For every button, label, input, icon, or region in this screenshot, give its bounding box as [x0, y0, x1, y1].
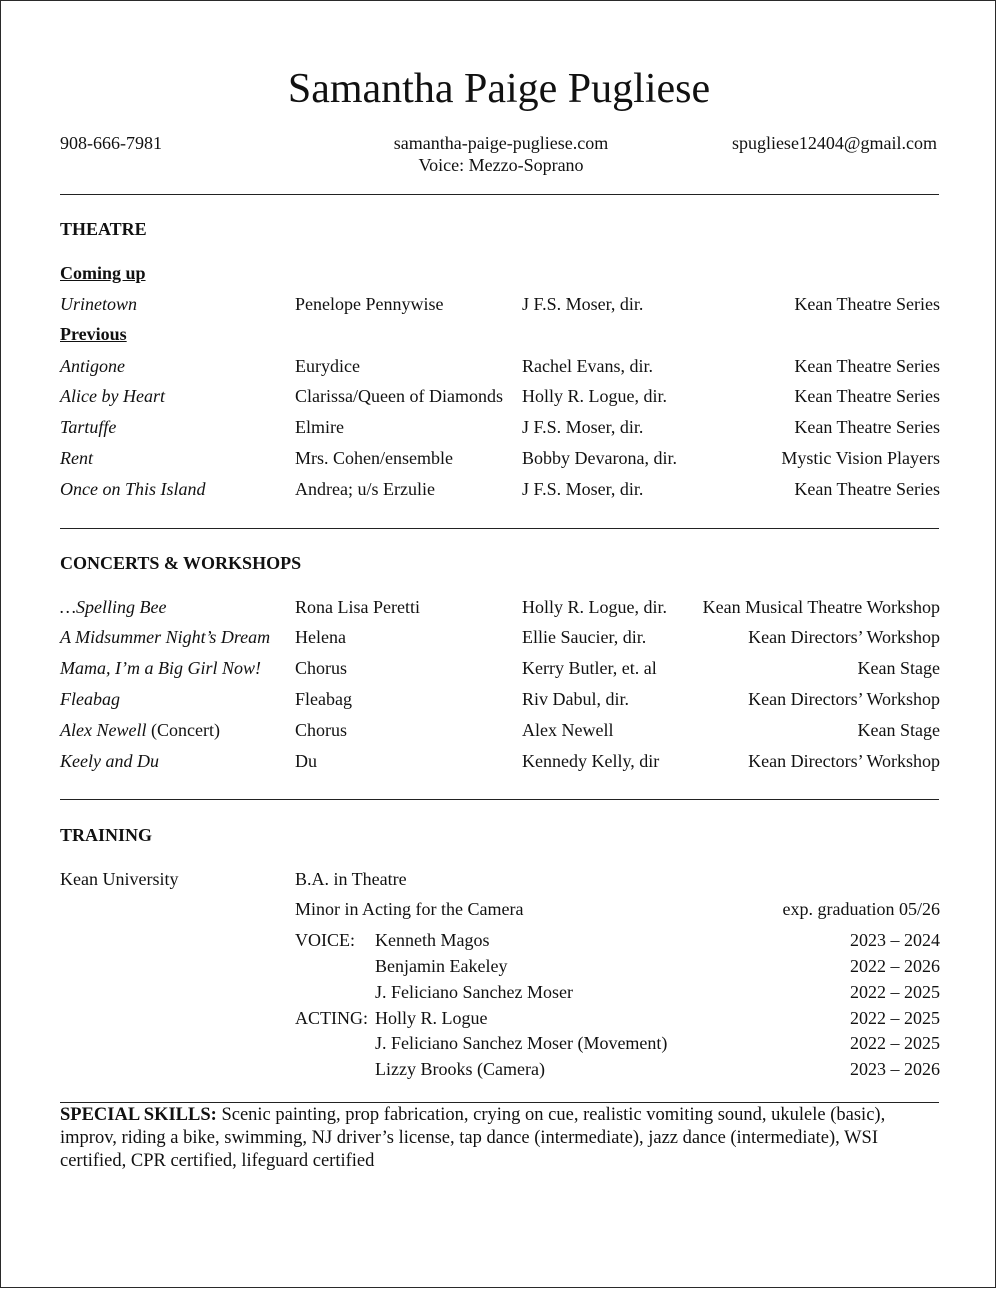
concerts-heading: CONCERTS & WORKSHOPS [60, 553, 302, 573]
director: Alex Newell [522, 720, 614, 740]
show-title: Fleabag [60, 689, 120, 709]
company: Kean Stage [857, 720, 940, 740]
show-title: …Spelling Bee [60, 597, 167, 617]
credit-row [60, 595, 940, 619]
teacher: Benjamin Eakeley [375, 956, 508, 976]
director: J F.S. Moser, dir. [522, 479, 644, 499]
show-title [60, 718, 220, 742]
show-title: A Midsummer Night’s Dream [60, 627, 271, 647]
director: Ellie Saucier, dir. [522, 627, 647, 647]
role: Fleabag [295, 689, 352, 709]
director: Riv Dabul, dir. [522, 689, 629, 709]
role: Eurydice [295, 356, 360, 376]
company: Kean Theatre Series [794, 386, 940, 406]
show-title: Once on This Island [60, 479, 206, 499]
company: Kean Theatre Series [794, 417, 940, 437]
credit-row [60, 292, 940, 316]
training-heading: TRAINING [60, 825, 153, 845]
director: Kennedy Kelly, dir [522, 751, 660, 771]
years: 2023 – 2026 [850, 1059, 940, 1079]
company: Kean Directors’ Workshop [748, 689, 940, 709]
teacher: J. Feliciano Sanchez Moser (Movement) [375, 1033, 668, 1053]
previous-label: Previous [60, 324, 127, 344]
show-title: Antigone [60, 356, 125, 376]
director: Bobby Devarona, dir. [522, 448, 677, 468]
voice-label: VOICE: [295, 930, 355, 950]
credit-row [60, 687, 940, 711]
company: Kean Directors’ Workshop [748, 751, 940, 771]
skills-label: SPECIAL SKILLS: [60, 1105, 217, 1125]
company: Kean Stage [857, 658, 940, 678]
company: Kean Theatre Series [794, 294, 940, 314]
skills-text: Scenic painting, prop fabrication, crying on cue, realistic vomiting sound, ukulele (basic), improv, riding a bike, swimming, NJ driver’s license, tap dance (intermediate), jazz dance (intermediate), WSI certified, CPR certified, lifeguard certified [60, 1105, 886, 1171]
divider [60, 194, 939, 195]
director: Holly R. Logue, dir. [522, 386, 667, 406]
school: Kean University [60, 869, 179, 889]
training-row [60, 1031, 940, 1055]
teacher: J. Feliciano Sanchez Moser [375, 982, 573, 1002]
divider [60, 799, 939, 800]
graduation: exp. graduation 05/26 [782, 899, 940, 919]
theatre-heading: THEATRE [60, 219, 147, 239]
role: Mrs. Cohen/ensemble [295, 448, 453, 468]
company: Kean Directors’ Workshop [748, 627, 940, 647]
training-row [60, 954, 940, 978]
credit-row [60, 718, 940, 742]
company: Kean Theatre Series [794, 479, 940, 499]
role: Helena [295, 627, 346, 647]
training-row [60, 1057, 940, 1081]
show-title: Rent [60, 448, 93, 468]
website: samantha-paige-pugliese.com [393, 133, 609, 153]
training-row [60, 867, 940, 891]
years: 2022 – 2026 [850, 956, 940, 976]
show-title: Keely and Du [60, 751, 159, 771]
years: 2023 – 2024 [850, 930, 940, 950]
director: J F.S. Moser, dir. [522, 294, 644, 314]
teacher: Holly R. Logue [375, 1008, 488, 1028]
years: 2022 – 2025 [850, 982, 940, 1002]
teacher: Kenneth Magos [375, 930, 490, 950]
credit-row [60, 446, 940, 470]
company: Kean Musical Theatre Workshop [702, 597, 940, 617]
role: Rona Lisa Peretti [295, 597, 420, 617]
training-row [60, 1006, 940, 1030]
show-title: Urinetown [60, 294, 138, 314]
director: Kerry Butler, et. al [522, 658, 657, 678]
credit-row [60, 477, 940, 501]
director: J F.S. Moser, dir. [522, 417, 644, 437]
divider [60, 528, 939, 529]
role: Andrea; u/s Erzulie [295, 479, 435, 499]
credit-row [60, 354, 940, 378]
company: Kean Theatre Series [794, 356, 940, 376]
director: Holly R. Logue, dir. [522, 597, 667, 617]
credit-row [60, 656, 940, 680]
voice-type: Voice: Mezzo-Soprano [418, 155, 584, 175]
show-title-suffix: (Concert) [146, 720, 220, 740]
director: Rachel Evans, dir. [522, 356, 653, 376]
credit-row [60, 415, 940, 439]
teacher: Lizzy Brooks (Camera) [375, 1059, 545, 1079]
role: Du [295, 751, 317, 771]
show-title-italic: Alex Newell [60, 720, 147, 740]
show-title: Mama, I’m a Big Girl Now! [60, 658, 261, 678]
years: 2022 – 2025 [850, 1033, 940, 1053]
email-address: spugliese12404@gmail.com [731, 133, 937, 153]
role: Clarissa/Queen of Diamonds [295, 386, 503, 406]
role: Chorus [295, 720, 348, 740]
special-skills [60, 1104, 940, 1173]
training-row [60, 928, 940, 952]
minor: Minor in Acting for the Camera [295, 899, 524, 919]
degree: B.A. in Theatre [295, 869, 407, 889]
years: 2022 – 2025 [850, 1008, 940, 1028]
coming-up-label: Coming up [60, 263, 146, 283]
company: Mystic Vision Players [781, 448, 940, 468]
candidate-name: Samantha Paige Pugliese [287, 66, 711, 112]
credit-row [60, 625, 940, 649]
training-row [60, 897, 940, 921]
show-title: Alice by Heart [60, 386, 165, 406]
training-row [60, 980, 940, 1004]
contact-center [301, 132, 701, 176]
role: Elmire [295, 417, 344, 437]
credit-row [60, 749, 940, 773]
acting-label: ACTING: [295, 1008, 368, 1028]
phone-number: 908-666-7981 [60, 133, 162, 153]
divider [60, 1102, 939, 1103]
role: Chorus [295, 658, 348, 678]
show-title: Tartuffe [60, 417, 117, 437]
credit-row [60, 384, 940, 408]
role: Penelope Pennywise [295, 294, 444, 314]
